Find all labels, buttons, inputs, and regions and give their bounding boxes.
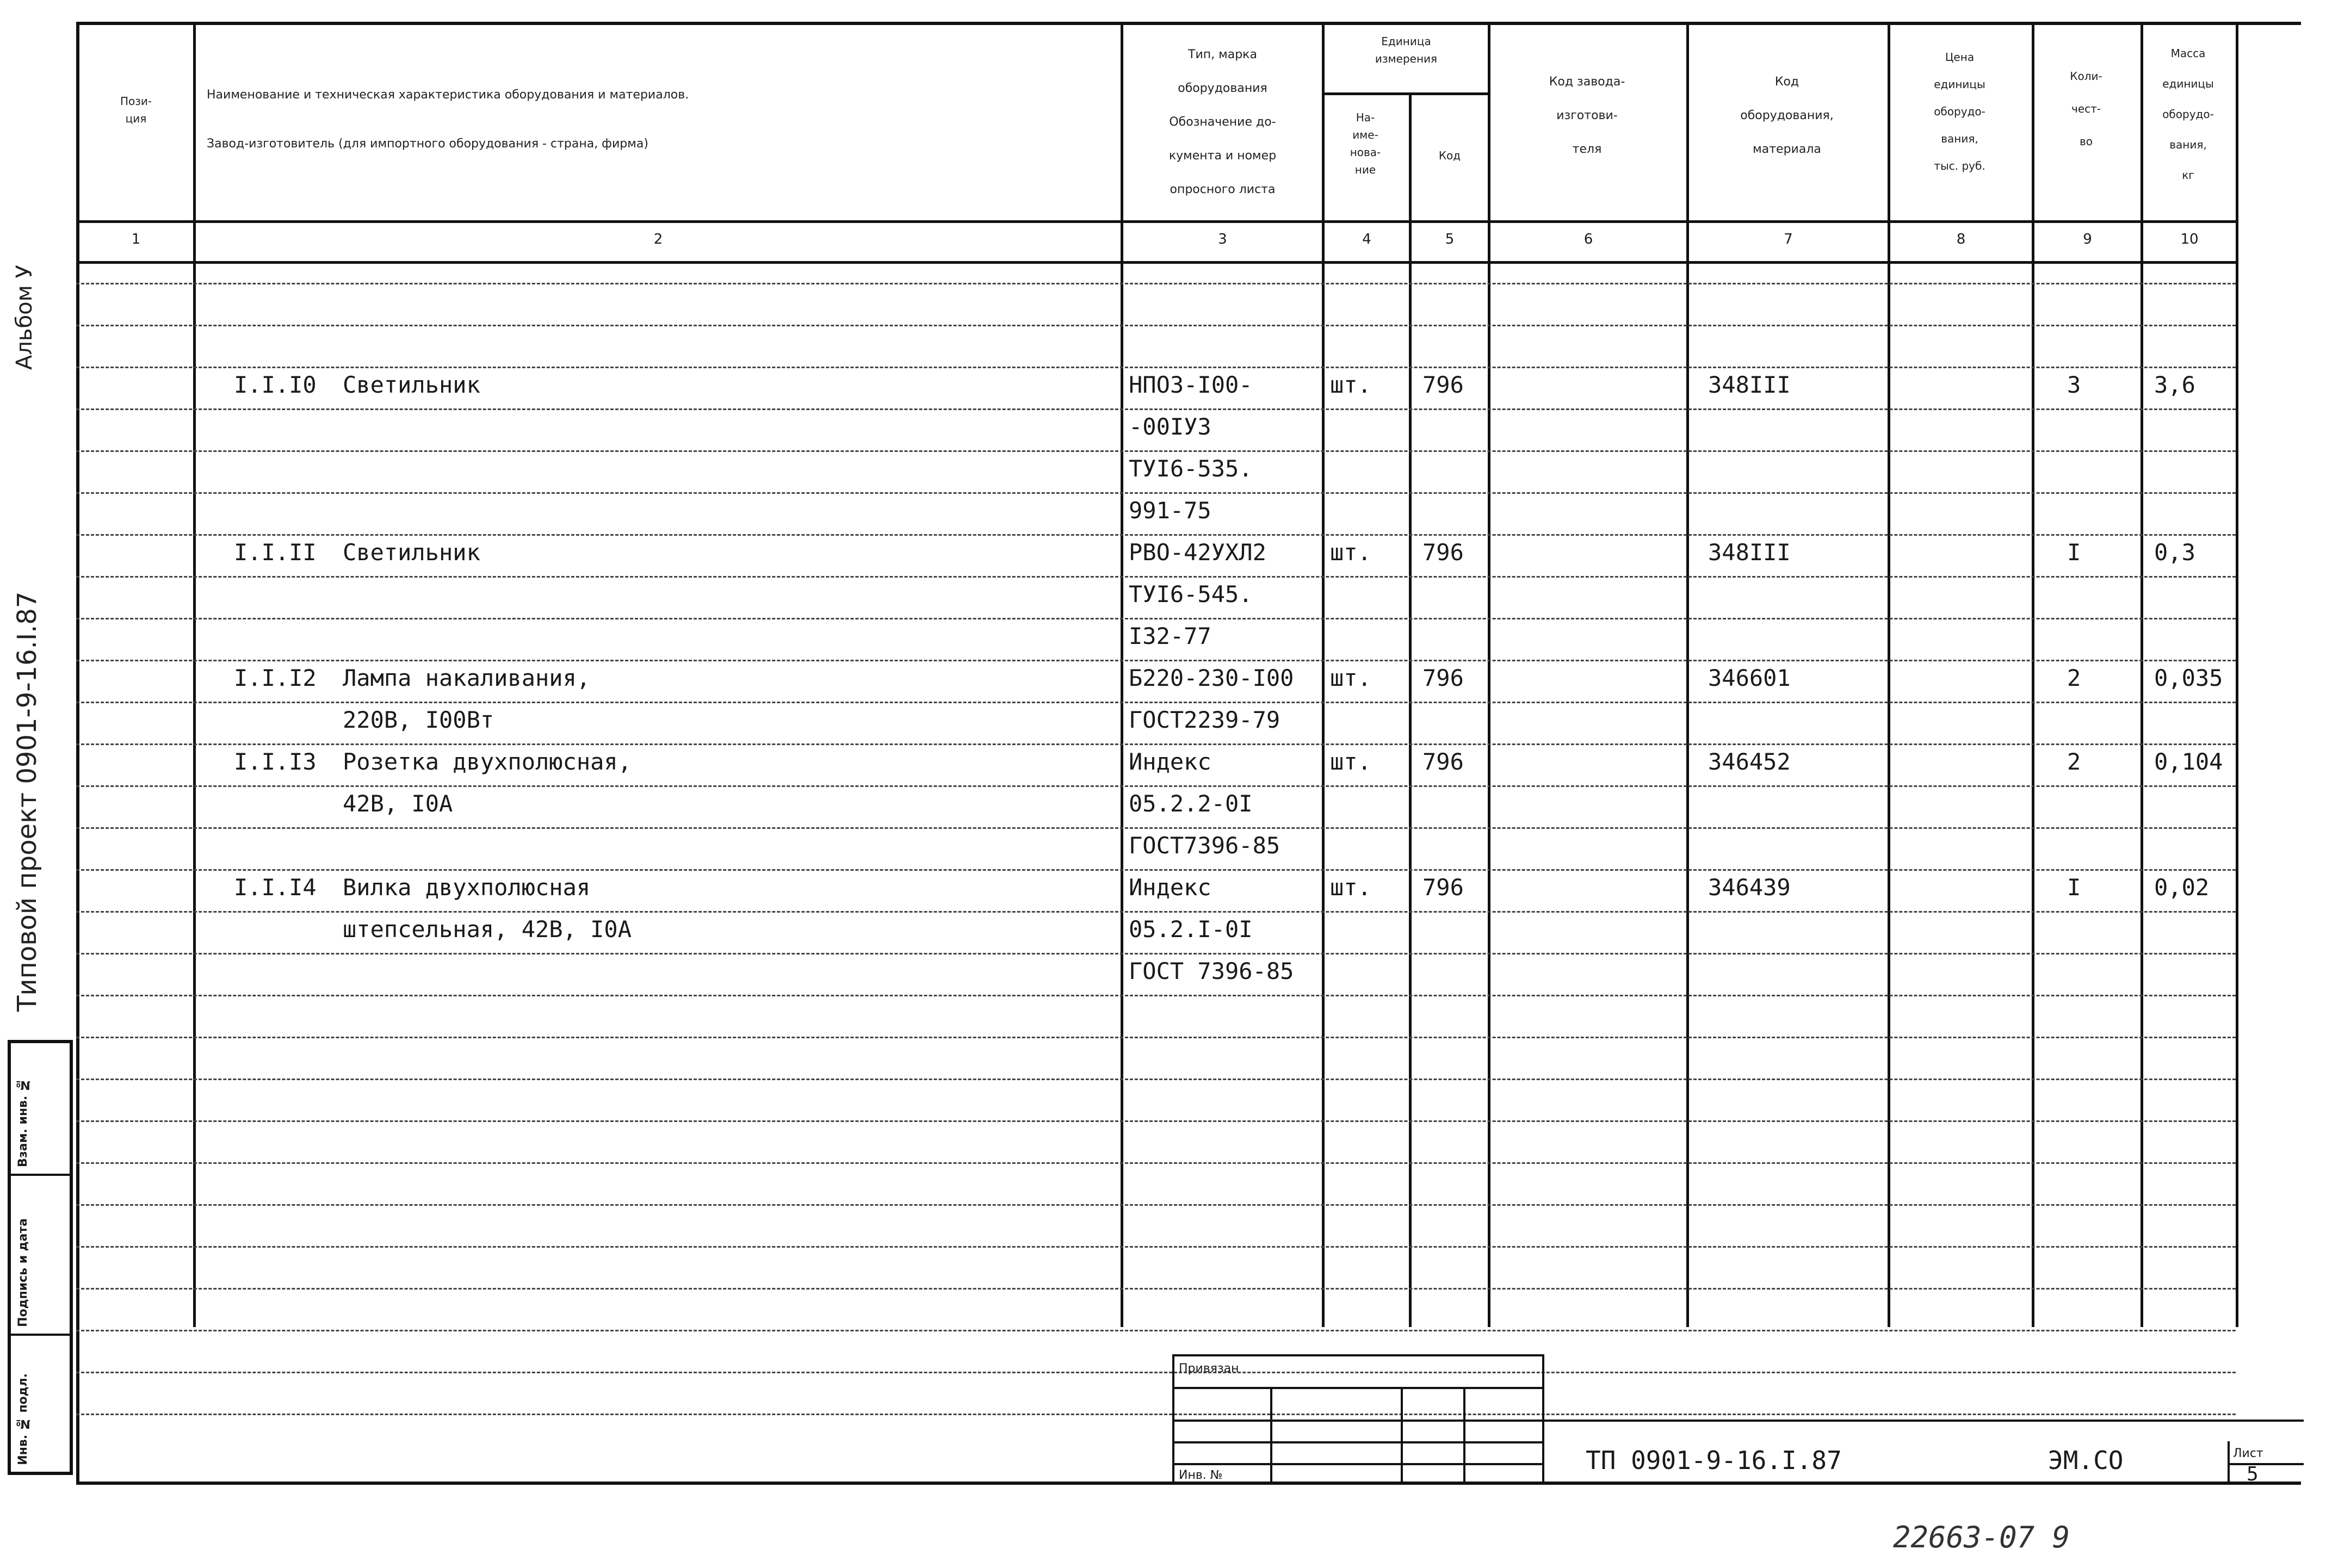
sheet-label: Лист	[2233, 1447, 2263, 1460]
unit-code: 796	[1422, 539, 1464, 566]
position-number: I.I.II	[234, 539, 317, 566]
position-number: I.I.I3	[234, 748, 317, 775]
item-type: 05.2.I-0I	[1129, 916, 1253, 943]
item-type: ГОСТ7396-85	[1129, 832, 1280, 859]
unit-group-header: Единица измерения	[1375, 35, 1438, 65]
col-num-9: 9	[2083, 231, 2092, 247]
col-divider	[1888, 22, 1890, 1327]
inv-label: Инв. №	[1179, 1468, 1223, 1482]
col-divider	[1409, 92, 1412, 1327]
item-type: ГОСТ2239-79	[1129, 706, 1280, 733]
equipment-code: 346601	[1708, 665, 1791, 691]
col-divider	[2236, 22, 2238, 1327]
equipment-code: 346439	[1708, 874, 1791, 901]
item-type: I32-77	[1129, 623, 1211, 649]
row-rule	[76, 492, 2236, 494]
item-name: Светильник	[343, 371, 480, 398]
row-rule	[76, 1079, 2236, 1080]
row-rule	[76, 702, 2236, 703]
item-name: Вилка двухполюсная	[343, 874, 591, 901]
item-name: Светильник	[343, 539, 480, 566]
album-label: Альбом У	[12, 265, 37, 370]
sheet-code: ЭМ.СО	[2048, 1446, 2124, 1475]
col-divider	[2141, 22, 2143, 1327]
quantity: I	[2067, 874, 2081, 901]
col-header-10: Масса единицы оборудо- вания, кг	[2162, 47, 2214, 182]
unit-name: шт.	[1330, 665, 1371, 691]
quantity: I	[2067, 539, 2081, 566]
unit-mass: 0,035	[2154, 665, 2223, 691]
row-rule	[76, 283, 2236, 284]
document-code: ТП 0901-9-16.I.87	[1586, 1446, 1842, 1475]
row-rule	[76, 618, 2236, 619]
unit-name: шт.	[1330, 874, 1371, 901]
equipment-code: 348III	[1708, 539, 1791, 566]
row-rule	[76, 367, 2236, 368]
privyazan-label: Привязан	[1179, 1362, 1239, 1375]
row-rule	[76, 1288, 2236, 1290]
row-rule	[76, 953, 2236, 955]
item-type: Индекс	[1129, 748, 1211, 775]
quantity: 2	[2067, 748, 2081, 775]
col-header-1: Пози- ция	[120, 95, 152, 125]
col-header-3: Тип, марка оборудования Обозначение до- кумента и номер опросного листа	[1168, 48, 1277, 196]
item-type: ТУI6-535.	[1129, 455, 1253, 482]
col-num-2: 2	[653, 231, 663, 247]
row-rule	[76, 1246, 2236, 1248]
row-rule	[76, 911, 2236, 913]
item-type: НПО3-I00-	[1129, 371, 1253, 398]
unit-name: шт.	[1330, 748, 1371, 775]
col-header-6: Код завода- изготови- теля	[1549, 75, 1625, 156]
row-rule	[76, 576, 2236, 578]
col-header-2: Наименование и техническая характеристика оборудования и материалов. Завод-изготовитель (для импортного оборудования - страна, фирма)	[207, 88, 689, 151]
row-rule	[76, 743, 2236, 745]
row-rule	[76, 450, 2236, 452]
col-header-9: Коли- чест- во	[2070, 70, 2102, 148]
col-num-3: 3	[1218, 231, 1227, 247]
quantity: 2	[2067, 665, 2081, 691]
row-rule	[76, 1162, 2236, 1164]
unit-code: 796	[1422, 665, 1464, 691]
equipment-code: 348III	[1708, 371, 1791, 398]
col-divider	[1121, 22, 1123, 1327]
stamp-strip	[8, 1040, 73, 1475]
item-type: -00IУ3	[1129, 413, 1211, 440]
item-type: 05.2.2-0I	[1129, 790, 1253, 817]
unit-code: 796	[1422, 748, 1464, 775]
row-rule	[76, 660, 2236, 661]
row-rule	[76, 1120, 2236, 1122]
position-number: I.I.I2	[234, 665, 317, 691]
col-num-10: 10	[2180, 231, 2199, 247]
item-name: 220В, I00Вт	[343, 706, 494, 733]
item-type: Б220-230-I00	[1129, 665, 1294, 691]
row-rule	[76, 534, 2236, 536]
row-rule	[76, 1037, 2236, 1038]
position-number: I.I.I0	[234, 371, 317, 398]
unit-code: 796	[1422, 371, 1464, 398]
col-divider	[1322, 22, 1325, 1327]
item-type: ТУI6-545.	[1129, 581, 1253, 608]
row-rule	[76, 995, 2236, 996]
header-bottom-line	[76, 220, 2236, 223]
col-header-5: Код	[1438, 149, 1461, 162]
stamp-cell-inv-original: Инв. № подл.	[16, 1373, 30, 1465]
col-header-7: Код оборудования, материала	[1740, 75, 1834, 156]
project-label: Типовой проект 0901-9-16.I.87	[12, 591, 42, 1012]
stamp-cell-replace-inv: Взам. инв. №	[11, 1043, 70, 1176]
unit-mass: 0,104	[2154, 748, 2223, 775]
row-rule	[76, 785, 2236, 787]
unit-group-line	[1322, 92, 1488, 95]
col-num-5: 5	[1445, 231, 1455, 247]
item-type: РВО-42УХЛ2	[1129, 539, 1266, 566]
row-rule	[76, 408, 2236, 410]
col-num-1: 1	[131, 231, 141, 247]
row-rule	[76, 325, 2236, 326]
quantity: 3	[2067, 371, 2081, 398]
stamp-cell-signature: Подпись и дата	[11, 1176, 70, 1336]
row-rule	[76, 827, 2236, 829]
sheet-number: 5	[2247, 1463, 2259, 1485]
col-divider	[1686, 22, 1689, 1327]
item-name: Лампа накаливания,	[343, 665, 591, 691]
number-row-line	[76, 261, 2236, 264]
header-top-line	[76, 22, 2301, 24]
unit-code: 796	[1422, 874, 1464, 901]
col-num-4: 4	[1362, 231, 1371, 247]
col-num-8: 8	[1956, 231, 1966, 247]
unit-mass: 3,6	[2154, 371, 2195, 398]
position-number: I.I.I4	[234, 874, 317, 901]
row-rule	[76, 1330, 2236, 1331]
unit-name: шт.	[1330, 539, 1371, 566]
item-name: штепсельная, 42В, I0А	[343, 916, 632, 943]
unit-mass: 0,02	[2154, 874, 2210, 901]
row-rule	[76, 1204, 2236, 1206]
item-name: Розетка двухполюсная,	[343, 748, 632, 775]
unit-name: шт.	[1330, 371, 1371, 398]
col-num-7: 7	[1784, 231, 1793, 247]
col-divider	[1488, 22, 1490, 1327]
item-type: 991-75	[1129, 497, 1211, 524]
item-type: Индекс	[1129, 874, 1211, 901]
col-header-8: Цена единицы оборудо- вания, тыс. руб.	[1934, 51, 1985, 172]
col-divider	[193, 22, 196, 1327]
col-num-6: 6	[1583, 231, 1593, 247]
item-name: 42В, I0А	[343, 790, 453, 817]
unit-mass: 0,3	[2154, 539, 2195, 566]
item-type: ГОСТ 7396-85	[1129, 958, 1294, 984]
col-header-4: На- име- нова- ние	[1350, 111, 1381, 176]
row-rule	[76, 869, 2236, 871]
equipment-code: 346452	[1708, 748, 1791, 775]
archive-number: 22663-07 9	[1893, 1520, 2070, 1554]
title-block	[1172, 1354, 2304, 1485]
col-divider	[2032, 22, 2034, 1327]
